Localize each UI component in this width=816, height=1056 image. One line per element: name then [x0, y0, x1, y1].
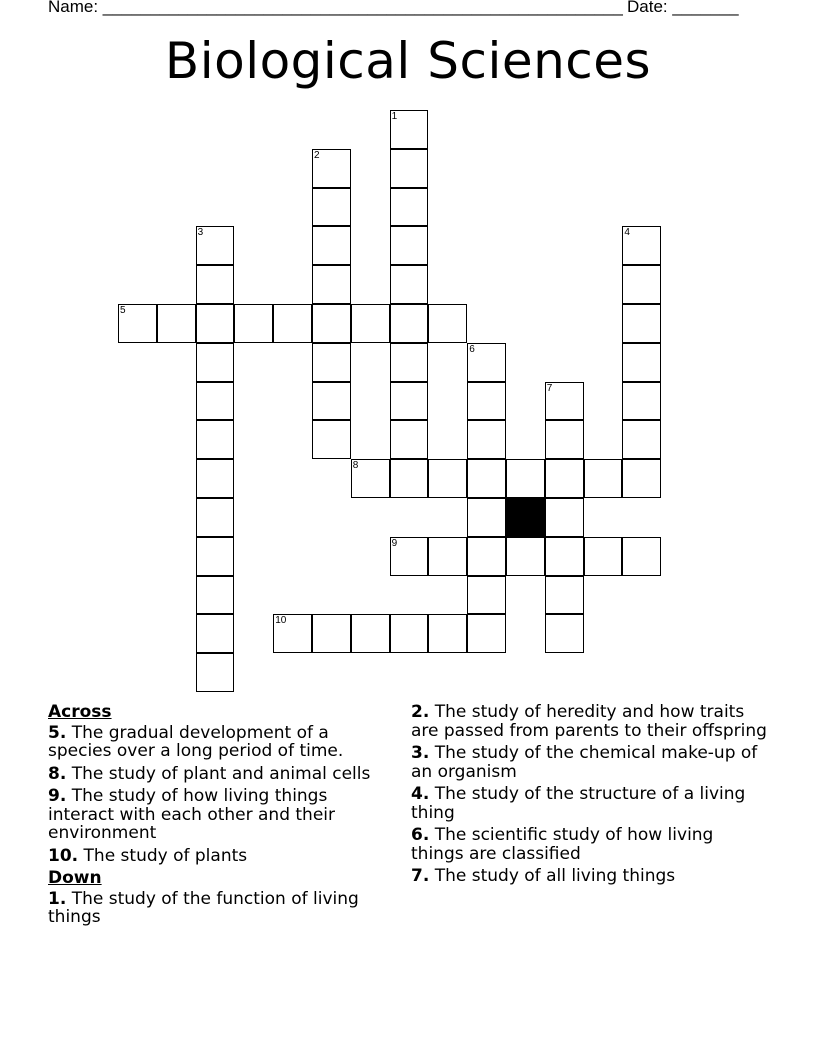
cell-number: 3	[197, 227, 204, 239]
clues-right-column	[411, 703, 771, 890]
crossword-cell[interactable]	[467, 343, 506, 382]
crossword-cell[interactable]	[390, 459, 429, 498]
crossword-cell[interactable]	[467, 537, 506, 576]
clue-text: The study of the chemical make-up of an organism	[411, 743, 758, 782]
crossword-cell[interactable]	[157, 304, 196, 343]
clues-left-column	[48, 703, 383, 931]
crossword-cell[interactable]	[467, 614, 506, 653]
crossword-cell[interactable]	[428, 537, 467, 576]
crossword-cell[interactable]	[196, 653, 235, 692]
crossword-cell[interactable]	[390, 537, 429, 576]
crossword-cell[interactable]	[428, 304, 467, 343]
clue-across-5	[48, 724, 383, 761]
clue-across-10	[48, 847, 383, 866]
cell-number: 4	[624, 227, 630, 239]
crossword-cell[interactable]	[622, 265, 661, 304]
crossword-cell[interactable]	[545, 459, 584, 498]
crossword-cell[interactable]	[196, 343, 235, 382]
crossword-cell[interactable]	[273, 614, 312, 653]
clue-across-9	[48, 787, 383, 843]
crossword-cell[interactable]	[622, 343, 661, 382]
crossword-cell[interactable]	[312, 226, 351, 265]
clue-text: The study of how living things interact with each other and their environment	[48, 786, 336, 843]
crossword-cell[interactable]	[467, 576, 506, 615]
crossword-cell[interactable]	[545, 576, 584, 615]
crossword-cell[interactable]	[196, 614, 235, 653]
crossword-cell[interactable]	[312, 343, 351, 382]
clue-number: 5.	[48, 722, 67, 743]
crossword-cell[interactable]	[584, 459, 623, 498]
crossword-cell[interactable]	[467, 498, 506, 537]
crossword-cell[interactable]	[622, 537, 661, 576]
blocked-cell	[506, 498, 545, 537]
crossword-cell[interactable]	[196, 420, 235, 459]
crossword-cell[interactable]	[312, 265, 351, 304]
crossword-cell[interactable]	[273, 304, 312, 343]
crossword-cell[interactable]	[196, 265, 235, 304]
clue-text: The study of plant and animal cells	[71, 763, 371, 784]
crossword-cell[interactable]	[467, 420, 506, 459]
clue-text: The scientific study of how living things are classified	[411, 825, 714, 864]
crossword-cell[interactable]	[390, 265, 429, 304]
crossword-cell[interactable]	[390, 614, 429, 653]
crossword-cell[interactable]	[351, 304, 390, 343]
crossword-cell[interactable]	[196, 382, 235, 421]
clue-number: 9.	[48, 786, 67, 806]
crossword-cell[interactable]	[351, 614, 390, 653]
crossword-cell[interactable]	[196, 459, 235, 498]
crossword-cell[interactable]	[545, 382, 584, 421]
crossword-cell[interactable]	[506, 537, 545, 576]
crossword-cell[interactable]	[622, 304, 661, 343]
crossword-cell[interactable]	[312, 382, 351, 421]
crossword-cell[interactable]	[545, 420, 584, 459]
crossword-cell[interactable]	[390, 188, 429, 227]
clue-text: The gradual development of a species over a long period of time.	[48, 722, 344, 761]
clue-text: The study of heredity and how traits are passed from parents to their offspring	[411, 702, 767, 741]
crossword-cell[interactable]	[622, 459, 661, 498]
crossword-cell[interactable]	[390, 343, 429, 382]
crossword-cell[interactable]	[545, 498, 584, 537]
crossword-cell[interactable]	[622, 420, 661, 459]
crossword-cell[interactable]	[196, 304, 235, 343]
clue-number: 1.	[48, 888, 67, 909]
clue-number: 8.	[48, 763, 67, 784]
clue-down-4	[411, 785, 771, 822]
crossword-cell[interactable]	[622, 226, 661, 265]
crossword-cell[interactable]	[584, 537, 623, 576]
crossword-cell[interactable]	[351, 459, 390, 498]
cell-number: 9	[391, 537, 398, 549]
crossword-cell[interactable]	[390, 226, 429, 265]
across-heading: Across	[48, 702, 112, 722]
cell-number: 7	[546, 382, 553, 394]
crossword-cell[interactable]	[622, 382, 661, 421]
clue-number: 10.	[48, 845, 79, 866]
clue-number: 3.	[411, 743, 430, 763]
clue-text: The study of plants	[83, 845, 248, 866]
clue-number: 2.	[411, 702, 430, 722]
crossword-cell[interactable]	[390, 382, 429, 421]
cell-number: 6	[469, 343, 475, 355]
crossword-cell[interactable]	[196, 537, 235, 576]
crossword-cell[interactable]	[467, 459, 506, 498]
page-title: Biological Sciences	[164, 32, 652, 90]
crossword-cell[interactable]	[312, 420, 351, 459]
clue-text: The study of all living things	[434, 866, 676, 886]
crossword-cell[interactable]	[312, 149, 351, 188]
clue-text: The study of the function of living things	[48, 888, 359, 927]
clue-number: 7.	[411, 866, 430, 886]
crossword-cell[interactable]	[312, 304, 351, 343]
crossword-cell[interactable]	[390, 420, 429, 459]
crossword-cell[interactable]	[118, 304, 157, 343]
crossword-cell[interactable]	[390, 304, 429, 343]
crossword-cell[interactable]	[390, 149, 429, 188]
crossword-cell[interactable]	[234, 304, 273, 343]
crossword-cell[interactable]	[428, 614, 467, 653]
clue-number: 4.	[411, 784, 430, 804]
cell-number: 5	[120, 305, 126, 316]
cell-number: 10	[275, 615, 287, 627]
clue-text: The study of the structure of a living thing	[411, 784, 746, 823]
crossword-cell[interactable]	[196, 498, 235, 537]
clue-down-6	[411, 826, 771, 863]
crossword-cell[interactable]	[428, 459, 467, 498]
down-heading: Down	[48, 868, 102, 888]
crossword-cell[interactable]	[312, 188, 351, 227]
name-line[interactable]: Name: _______________________________________________________	[48, 0, 623, 16]
date-line[interactable]: Date: _______	[627, 0, 739, 16]
clue-down-3	[411, 744, 771, 781]
crossword-cell[interactable]	[545, 537, 584, 576]
crossword-cell[interactable]	[390, 110, 429, 149]
crossword-cell[interactable]	[196, 576, 235, 615]
crossword-cell[interactable]	[545, 614, 584, 653]
cell-number: 1	[391, 111, 398, 122]
clue-down-1	[48, 890, 383, 927]
cell-number: 2	[314, 149, 320, 161]
cell-number: 8	[352, 460, 359, 472]
crossword-cell[interactable]	[506, 459, 545, 498]
clue-number: 6.	[411, 825, 430, 845]
crossword-cell[interactable]	[467, 382, 506, 421]
crossword-cell[interactable]	[312, 614, 351, 653]
clue-down-7	[411, 867, 771, 886]
clue-across-8	[48, 765, 383, 784]
clue-down-2	[411, 703, 771, 740]
crossword-cell[interactable]	[196, 226, 235, 265]
